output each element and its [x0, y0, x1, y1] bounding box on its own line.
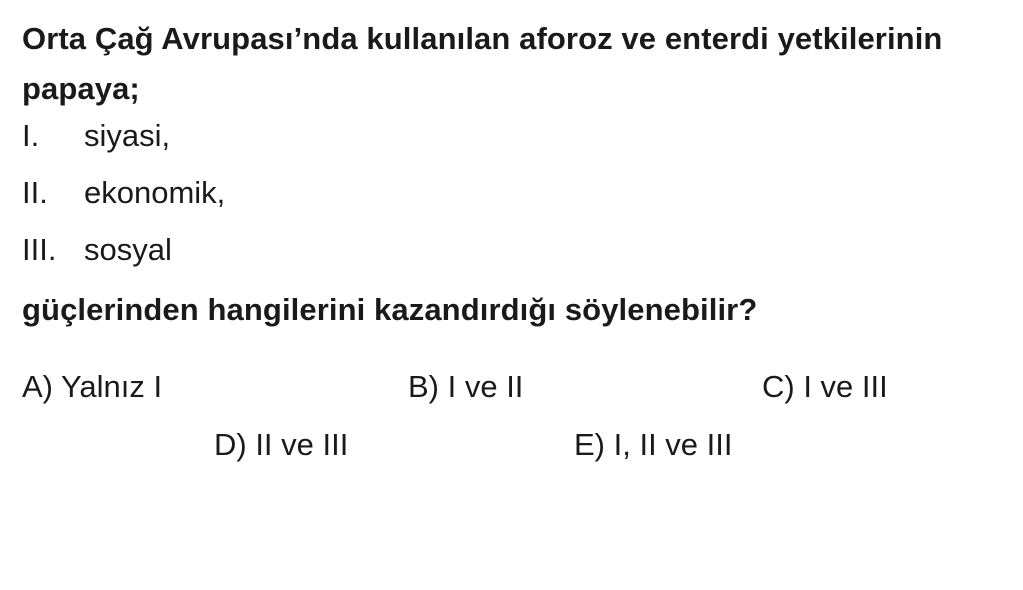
- list-item-numeral: II.: [22, 175, 48, 211]
- list-item-label: ekonomik,: [84, 175, 226, 211]
- answer-options-row-2: [22, 427, 1001, 485]
- answer-options-row-1: [22, 369, 1001, 427]
- list-item: [22, 175, 1001, 211]
- answer-option-c[interactable]: C) I ve III: [762, 368, 888, 404]
- question-closing-line: güçlerinden hangilerini kazandırdığı söylenebilir?: [22, 292, 758, 328]
- question-stem: Orta Çağ Avrupası’nda kullanılan aforoz ve enterdi yetkilerinin papaya;: [22, 21, 943, 107]
- answer-option-e[interactable]: E) I, II ve III: [574, 426, 733, 462]
- list-item-label: sosyal: [84, 232, 172, 268]
- roman-numeral-list: [22, 118, 1001, 268]
- answer-options: [22, 369, 1001, 485]
- answer-option-a[interactable]: A) Yalnız I: [22, 368, 163, 404]
- answer-option-d[interactable]: D) II ve III: [214, 426, 349, 462]
- answer-option-b[interactable]: B) I ve II: [408, 368, 524, 404]
- list-item: [22, 232, 1001, 268]
- list-item: [22, 118, 1001, 154]
- list-item-label: siyasi,: [84, 118, 171, 154]
- list-item-numeral: III.: [22, 232, 57, 268]
- list-item-numeral: I.: [22, 118, 40, 154]
